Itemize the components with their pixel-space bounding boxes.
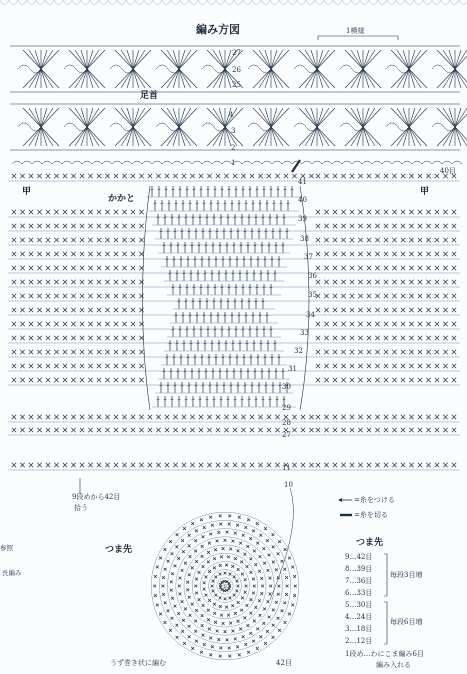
row-number: 4 bbox=[229, 111, 234, 119]
toe-table-row: 2…12目 bbox=[345, 637, 373, 645]
toe-connector bbox=[270, 488, 293, 600]
fan-stitch bbox=[87, 50, 99, 69]
lace-scallop bbox=[54, 0, 63, 5]
row-number: 10 bbox=[284, 481, 293, 489]
row-number: 34 bbox=[306, 311, 315, 319]
toe-end-count: 42目 bbox=[276, 659, 292, 667]
fan-stitch bbox=[179, 108, 191, 127]
chain-arch bbox=[392, 161, 402, 164]
lace-scallop bbox=[99, 0, 108, 5]
spiral-note: うず巻き状に編む bbox=[110, 659, 166, 667]
toe-table-footnote: 1段め…わにこま編み6目 bbox=[345, 650, 424, 658]
chain-arch bbox=[422, 161, 432, 164]
chain-arch bbox=[412, 161, 422, 164]
fan-stitch bbox=[87, 108, 99, 127]
fan-stitch bbox=[179, 127, 191, 146]
fan-stitch bbox=[179, 69, 191, 88]
chain-arch bbox=[192, 161, 202, 164]
lace-scallop bbox=[261, 0, 270, 5]
lace-scallop bbox=[360, 0, 369, 5]
fan-stitch bbox=[41, 127, 53, 146]
fan-stitch bbox=[167, 50, 179, 69]
fan-stitch bbox=[179, 50, 191, 69]
fan-stitch bbox=[351, 108, 363, 127]
lace-scallop bbox=[378, 0, 387, 5]
chain-arch bbox=[102, 161, 112, 164]
chain-arch bbox=[442, 161, 452, 164]
top-lace-border bbox=[0, 0, 467, 5]
chain-arch bbox=[172, 161, 182, 164]
chain-arch bbox=[32, 161, 42, 164]
fan-stitch bbox=[133, 69, 145, 88]
toe-center-number: ① bbox=[222, 583, 228, 591]
row-number: 36 bbox=[308, 272, 317, 280]
toe-table-row: 3…18目 bbox=[345, 625, 373, 633]
chain-arch bbox=[352, 161, 362, 164]
chain-arch bbox=[372, 161, 382, 164]
fan-stitch bbox=[409, 127, 421, 146]
chain-arch bbox=[322, 161, 332, 164]
lace-scallop bbox=[216, 0, 225, 5]
lace-scallop bbox=[45, 0, 54, 5]
fan-stitch bbox=[455, 127, 467, 146]
fan-stitch bbox=[305, 108, 317, 127]
lace-scallop bbox=[441, 0, 450, 5]
attach-yarn-arrowhead bbox=[338, 498, 342, 502]
fan-stitch bbox=[133, 127, 145, 146]
lace-scallop bbox=[459, 0, 467, 5]
fan-stitch bbox=[363, 127, 375, 146]
fan-stitch bbox=[29, 50, 41, 69]
fan-stitch bbox=[271, 50, 283, 69]
instep-left-label: 甲 bbox=[22, 187, 32, 197]
lace-scallop bbox=[198, 0, 207, 5]
fan-stitch bbox=[455, 50, 467, 69]
chain-arch bbox=[142, 161, 152, 164]
chain-arch bbox=[302, 161, 312, 164]
fan-stitch bbox=[409, 108, 421, 127]
chain-arch bbox=[162, 161, 172, 164]
lace-scallop bbox=[342, 0, 351, 5]
cut-yarn-arrow bbox=[292, 160, 300, 172]
lace-scallop bbox=[414, 0, 423, 5]
fan-stitch bbox=[121, 108, 133, 127]
pattern-repeat-label: 1模様 bbox=[346, 27, 365, 35]
lace-scallop bbox=[225, 0, 234, 5]
fan-stitch bbox=[317, 50, 329, 69]
fan-stitch bbox=[443, 108, 455, 127]
fan-stitch bbox=[87, 69, 99, 88]
chain-arch bbox=[132, 161, 142, 164]
foot-stitch-rows bbox=[8, 174, 460, 470]
lace-scallop bbox=[297, 0, 306, 5]
row-number: 11 bbox=[282, 464, 291, 472]
fan-stitch bbox=[167, 108, 179, 127]
row-number: 38 bbox=[300, 235, 309, 243]
row-number: 25 bbox=[232, 81, 241, 89]
fan-stitch bbox=[271, 127, 283, 146]
fan-stitch bbox=[397, 108, 409, 127]
arrow-marks bbox=[80, 160, 387, 644]
row-number: 35 bbox=[308, 291, 317, 299]
fan-stitch bbox=[259, 108, 271, 127]
fan-stitch bbox=[409, 50, 421, 69]
lace-scallop bbox=[144, 0, 153, 5]
toe-table-row: 7…36目 bbox=[345, 577, 373, 585]
lace-scallop bbox=[306, 0, 315, 5]
fan-stitch bbox=[133, 50, 145, 69]
chain-arch bbox=[202, 161, 212, 164]
row-number: 28 bbox=[282, 419, 291, 427]
lace-scallop bbox=[108, 0, 117, 5]
lace-scallop bbox=[0, 0, 9, 5]
lace-scallop bbox=[126, 0, 135, 5]
row-number: 41 bbox=[298, 178, 307, 186]
lace-scallop bbox=[450, 0, 459, 5]
chain-arch bbox=[252, 161, 262, 164]
row-number: 27 bbox=[232, 49, 241, 57]
toe-table-row: 8…39目 bbox=[345, 565, 373, 573]
fan-stitch bbox=[29, 108, 41, 127]
lace-scallop bbox=[153, 0, 162, 5]
fan-stitch bbox=[363, 50, 375, 69]
lace-scallop bbox=[279, 0, 288, 5]
chain-arch bbox=[12, 161, 22, 164]
fan-stitch bbox=[75, 108, 87, 127]
lace-scallop bbox=[315, 0, 324, 5]
chain-arch bbox=[282, 161, 292, 164]
fan-stitch bbox=[363, 69, 375, 88]
chain-arch bbox=[72, 161, 82, 164]
instep-right-label: 甲 bbox=[420, 187, 430, 197]
toe-table-title: つま先 bbox=[356, 538, 384, 548]
row-number: 26 bbox=[232, 66, 241, 74]
lace-scallop bbox=[18, 0, 27, 5]
lace-scallop bbox=[162, 0, 171, 5]
fan-stitch bbox=[443, 50, 455, 69]
chain-arch bbox=[262, 161, 272, 164]
lace-scallop bbox=[234, 0, 243, 5]
lace-scallop bbox=[36, 0, 45, 5]
table-bracket bbox=[384, 554, 387, 596]
chain-arch bbox=[92, 161, 102, 164]
lace-scallop bbox=[171, 0, 180, 5]
chain-arch bbox=[52, 161, 62, 164]
stitch-count-top: 40目 bbox=[440, 167, 456, 175]
fan-stitch bbox=[317, 69, 329, 88]
pickup-note-2: 拾う bbox=[74, 504, 88, 512]
lace-scallop bbox=[396, 0, 405, 5]
chain-arch bbox=[432, 161, 442, 164]
lace-scallop bbox=[207, 0, 216, 5]
lace-scallop bbox=[333, 0, 342, 5]
fan-stitch bbox=[455, 69, 467, 88]
lace-scallop bbox=[72, 0, 81, 5]
chain-arch bbox=[212, 161, 222, 164]
lace-scallop bbox=[27, 0, 36, 5]
fan-stitch bbox=[351, 50, 363, 69]
fan-stitch bbox=[121, 50, 133, 69]
fan-stitch bbox=[87, 127, 99, 146]
chain-arch bbox=[22, 161, 32, 164]
fan-stitch bbox=[75, 50, 87, 69]
chain-arch bbox=[242, 161, 252, 164]
fan-stitch bbox=[41, 69, 53, 88]
chain-arch bbox=[272, 161, 282, 164]
lace-scallop bbox=[405, 0, 414, 5]
lace-scallop bbox=[432, 0, 441, 5]
repeat-bracket bbox=[318, 36, 398, 40]
fan-stitch bbox=[271, 69, 283, 88]
fan-stitch bbox=[317, 127, 329, 146]
lace-scallop bbox=[81, 0, 90, 5]
ref-partial-label: 参照 bbox=[0, 544, 13, 552]
chain-arch bbox=[122, 161, 132, 164]
row-number: 39 bbox=[298, 215, 307, 223]
fan-stitch bbox=[363, 108, 375, 127]
legend-attach-yarn: =糸をつける bbox=[354, 496, 395, 504]
ankle-label: 足首 bbox=[140, 91, 159, 101]
stitch-partial-label: 長編み bbox=[2, 569, 22, 577]
chain-arch bbox=[62, 161, 72, 164]
legend-cut-yarn: =糸を切る bbox=[354, 511, 388, 519]
lace-scallop bbox=[324, 0, 333, 5]
row-number: 37 bbox=[304, 253, 313, 261]
fan-stitch bbox=[397, 50, 409, 69]
chain-arch bbox=[342, 161, 352, 164]
fan-stitch bbox=[133, 108, 145, 127]
chain-arch bbox=[42, 161, 52, 164]
lace-scallop bbox=[351, 0, 360, 5]
lace-scallop bbox=[90, 0, 99, 5]
row-number: 3 bbox=[231, 127, 236, 135]
fan-stitch bbox=[455, 108, 467, 127]
lace-scallop bbox=[9, 0, 18, 5]
row-number: 1 bbox=[231, 159, 236, 167]
fan-stitch bbox=[213, 108, 225, 127]
row-number: 29 bbox=[282, 404, 291, 412]
chain-arch bbox=[332, 161, 342, 164]
toe-table-row: 9…42目 bbox=[345, 553, 373, 561]
fan-stitch bbox=[259, 50, 271, 69]
fan-stitch bbox=[409, 69, 421, 88]
chain-arch bbox=[452, 161, 462, 164]
toe-table-note: 毎段6目増 bbox=[390, 618, 423, 626]
lace-scallop bbox=[270, 0, 279, 5]
toe-circle-chart bbox=[151, 512, 299, 660]
lace-scallop bbox=[180, 0, 189, 5]
lace-scallop bbox=[423, 0, 432, 5]
heel-label: かかと bbox=[108, 194, 136, 204]
toe-table-footnote-2: 編み入れる bbox=[376, 661, 411, 669]
chain-arch bbox=[382, 161, 392, 164]
toe-table-row: 5…30目 bbox=[345, 601, 373, 609]
lace-scallop bbox=[117, 0, 126, 5]
lace-scallop bbox=[387, 0, 396, 5]
pickup-note: 9段めから42目 bbox=[72, 493, 121, 501]
row-number: 31 bbox=[288, 365, 297, 373]
toe-label: つま先 bbox=[105, 545, 133, 555]
lace-scallop bbox=[369, 0, 378, 5]
lace-scallop bbox=[135, 0, 144, 5]
table-bracket bbox=[384, 602, 387, 644]
fan-stitch bbox=[317, 108, 329, 127]
chain-arch bbox=[82, 161, 92, 164]
toe-table-note: 毎段3目増 bbox=[390, 571, 423, 579]
row-number: 2 bbox=[231, 144, 236, 152]
heel-stitch-area bbox=[143, 186, 310, 410]
chain-arch bbox=[112, 161, 122, 164]
lace-scallop bbox=[243, 0, 252, 5]
fan-stitch bbox=[305, 50, 317, 69]
lace-scallop bbox=[63, 0, 72, 5]
row-number: 40 bbox=[298, 196, 307, 204]
row-number: 30 bbox=[282, 383, 291, 391]
chain-arch bbox=[152, 161, 162, 164]
fan-stitch bbox=[41, 108, 53, 127]
toe-table-row: 6…33目 bbox=[345, 589, 373, 597]
chain-arch bbox=[182, 161, 192, 164]
fan-stitch bbox=[213, 50, 225, 69]
chain-arch bbox=[402, 161, 412, 164]
toe-table-row: 4…24目 bbox=[345, 613, 373, 621]
chain-arch bbox=[312, 161, 322, 164]
page-title: 編み方図 bbox=[196, 23, 240, 36]
row-number: 33 bbox=[300, 329, 309, 337]
chain-arch bbox=[362, 161, 372, 164]
fan-stitch bbox=[271, 108, 283, 127]
lace-scallop bbox=[288, 0, 297, 5]
lace-scallop bbox=[189, 0, 198, 5]
row-number: 27 bbox=[282, 431, 291, 439]
fan-stitch bbox=[41, 50, 53, 69]
lace-scallop bbox=[252, 0, 261, 5]
row-number: 32 bbox=[294, 347, 303, 355]
